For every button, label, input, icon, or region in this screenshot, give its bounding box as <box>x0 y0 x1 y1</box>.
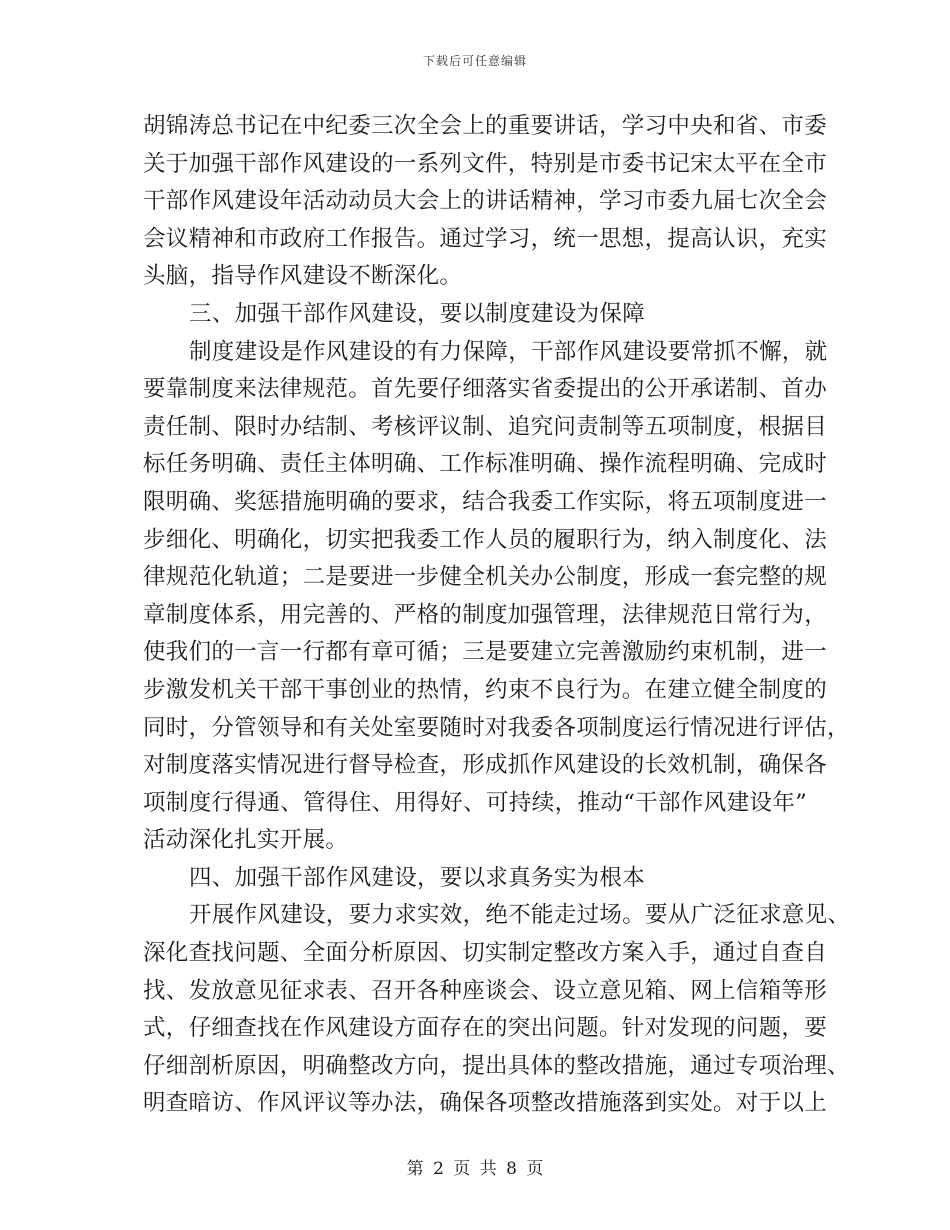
text-line: 步细化、明确化，切实把我委工作人员的履职行为，纳入制度化、法 <box>143 526 828 553</box>
text-line: 式，仔细查找在作风建设方面存在的突出问题。针对发现的问题，要 <box>143 1015 828 1042</box>
text-line: 头脑，指导作风建设不断深化。 <box>143 263 463 290</box>
page-header: 下载后可任意编辑 <box>422 54 527 68</box>
text-line: 活动深化扎实开展。 <box>143 827 349 854</box>
text-line: 章制度体系，用完善的、严格的制度加强管理，法律规范日常行为， <box>143 601 828 628</box>
text-line: 明查暗访、作风评议等办法，确保各项整改措施落到实处。对于以上 <box>143 1090 828 1117</box>
text-line: 找、发放意见征求表、召开各种座谈会、设立意见箱、网上信箱等形 <box>143 977 828 1004</box>
text-line: 开展作风建设，要力求实效，绝不能走过场。要从广泛征求意见、 <box>189 902 851 929</box>
text-line: 步激发机关干部干事创业的热情，约束不良行为。在建立健全制度的 <box>143 676 828 703</box>
text-line: 深化查找问题、全面分析原因、切实制定整改方案入手，通过自查自 <box>143 940 828 967</box>
text-line: 同时，分管领导和有关处室要随时对我委各项制度运行情况进行评估， <box>143 714 850 741</box>
section-heading-4: 四、加强干部作风建设，要以求真务实为根本 <box>189 864 646 891</box>
paragraph-1 <box>143 108 828 296</box>
section-heading-3: 三、加强干部作风建设，要以制度建设为保障 <box>189 300 646 327</box>
text-line: 胡锦涛总书记在中纪委三次全会上的重要讲话，学习中央和省、市委 <box>143 113 828 139</box>
text-line: 关于加强干部作风建设的一系列文件，特别是市委书记宋太平在全市 <box>143 150 828 177</box>
page-number-footer: 第 2 页 共 8 页 <box>406 1159 544 1179</box>
text-line: 使我们的一言一行都有章可循；三是要建立完善激励约束机制，进一 <box>143 639 828 666</box>
document-body <box>143 108 851 1123</box>
text-line: 对制度落实情况进行督导检查，形成抓作风建设的长效机制，确保各 <box>143 752 828 779</box>
text-line: 标任务明确、责任主体明确、工作标准明确、操作流程明确、完成时 <box>143 451 828 478</box>
text-line: 律规范化轨道；二是要进一步健全机关办公制度，形成一套完整的规 <box>143 564 828 591</box>
text-line: 干部作风建设年活动动员大会上的讲话精神，学习市委九届七次全会 <box>143 188 828 215</box>
paragraph-3 <box>143 897 851 1123</box>
text-line: 制度建设是作风建设的有力保障，干部作风建设要常抓不懈，就 <box>189 338 828 365</box>
text-line: 会议精神和市政府工作报告。通过学习，统一思想，提高认识，充实 <box>143 225 828 252</box>
text-line: 限明确、奖惩措施明确的要求，结合我委工作实际，将五项制度进一 <box>143 488 828 515</box>
text-line: 项制度行得通、管得住、用得好、可持续，推动“干部作风建设年” <box>143 789 807 816</box>
paragraph-2 <box>143 334 850 860</box>
text-line: 要靠制度来法律规范。首先要仔细落实省委提出的公开承诺制、首办 <box>143 376 828 403</box>
text-line: 责任制、限时办结制、考核评议制、追究问责制等五项制度，根据目 <box>143 413 828 440</box>
text-line: 仔细剖析原因，明确整改方向，提出具体的整改措施，通过专项治理、 <box>143 1052 850 1079</box>
